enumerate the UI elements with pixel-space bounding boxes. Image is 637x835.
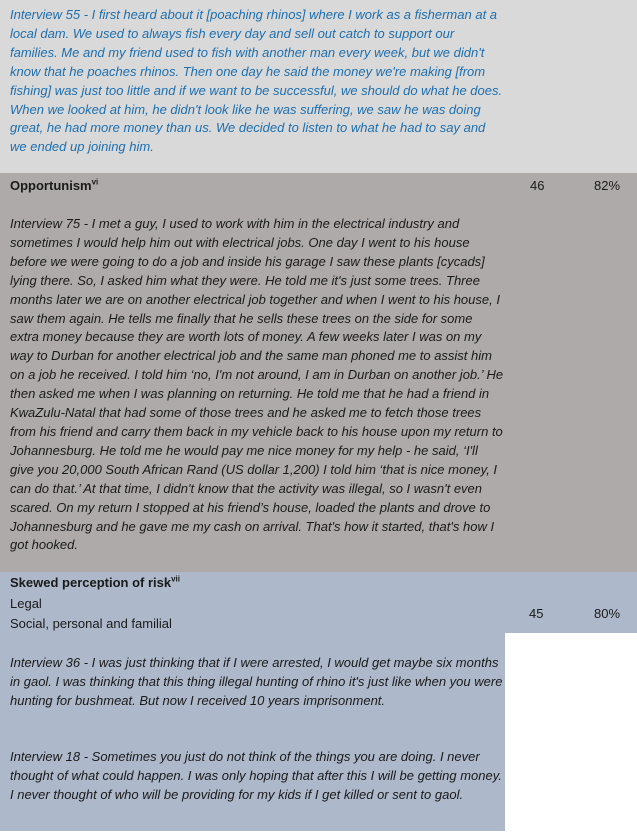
count-skewed-risk: 45	[529, 606, 544, 621]
quote-interview-18: Interview 18 - Sometimes you just do not think of the things you are doing. I never thought of what could happen. I was only hoping that after this I will be getting money. I never thought of who will be providing for my kids if I get killed or sent to gaol.	[10, 749, 502, 802]
percent-skewed-risk: 80%	[594, 606, 621, 621]
heading-skewed-perception-of-risk: Skewed perception of risk$^{vii}$	[10, 574, 181, 590]
count-opportunism: 46	[530, 178, 545, 193]
percent-opportunism: 82%	[594, 178, 621, 193]
footnote-marker-vi: vi	[91, 177, 99, 187]
footnote-marker-vii: vii	[171, 574, 181, 584]
subcategory-legal: Legal	[10, 596, 42, 611]
quote-interview-55: Interview 55 - I first heard about it [poaching rhinos] where I work as a fisherman at a local dam. We used to always fish every day and sell out catch to support our families. Me and my friend used to fish with another man every week, but we didn't know that he poaches rhinos. Then one day he said the money we're making [from fishing] was just too little and if we want to be successful, we should do what he does. When we looked at him, he didn't look like he was suffering, we saw he was doing great, he had more money than us. We decided to listen to what he had to say and we ended up joining him.	[10, 7, 503, 155]
subcategory-social-personal-familial: Social, personal and familial	[10, 616, 172, 631]
heading-opportunism: Opportunism$^{vi}$	[10, 177, 99, 193]
quote-interview-75: Interview 75 - I met a guy, I used to work with him in the electrical industry and sometimes I would help him out with electrical jobs. One day I went to his house before we were going to do a job and inside his garage I saw these plants [cycads] lying there. So, I asked him what they were. He told me it's just some trees. Three months later we are on another electrical job together and when I went to his house, I saw them again. He tells me finally that he sells these trees on the side for some extra money because they are worth lots of money. A few weeks later I was on my way to Durban for another electrical job and the same man phoned me to assist him on a job he received. I told him ‘no, I'm not around, I am in Durban on another job.’ He then asked me when I was planning on returning. He told me that he had a friend in KwaZulu-Natal that had some of those trees and he asked me to fetch those trees from his friend and carry them back in my vehicle back to his house upon my return to Johannesburg. He told me he would pay me nice money for my help - he said, ‘I'll give you 20,000 South African Rand (US dollar 1,200) I told him ‘that is nice money, I can do that.’ At that time, I didn't know that the activity was illegal, so I wasn't even scared. On my return I stopped at his friend’s house, loaded the plants and drove to Johannesburg and he gave me my cash on arrival. That's how it started, that's how I got hooked.	[10, 216, 504, 553]
quote-interview-36: Interview 36 - I was just thinking that if I were arrested, I would get maybe six months in gaol. I was thinking that this thing illegal hunting of rhino it's just like when you were hunting for bushmeat. But now I received 10 years imprisonment.	[10, 655, 503, 708]
